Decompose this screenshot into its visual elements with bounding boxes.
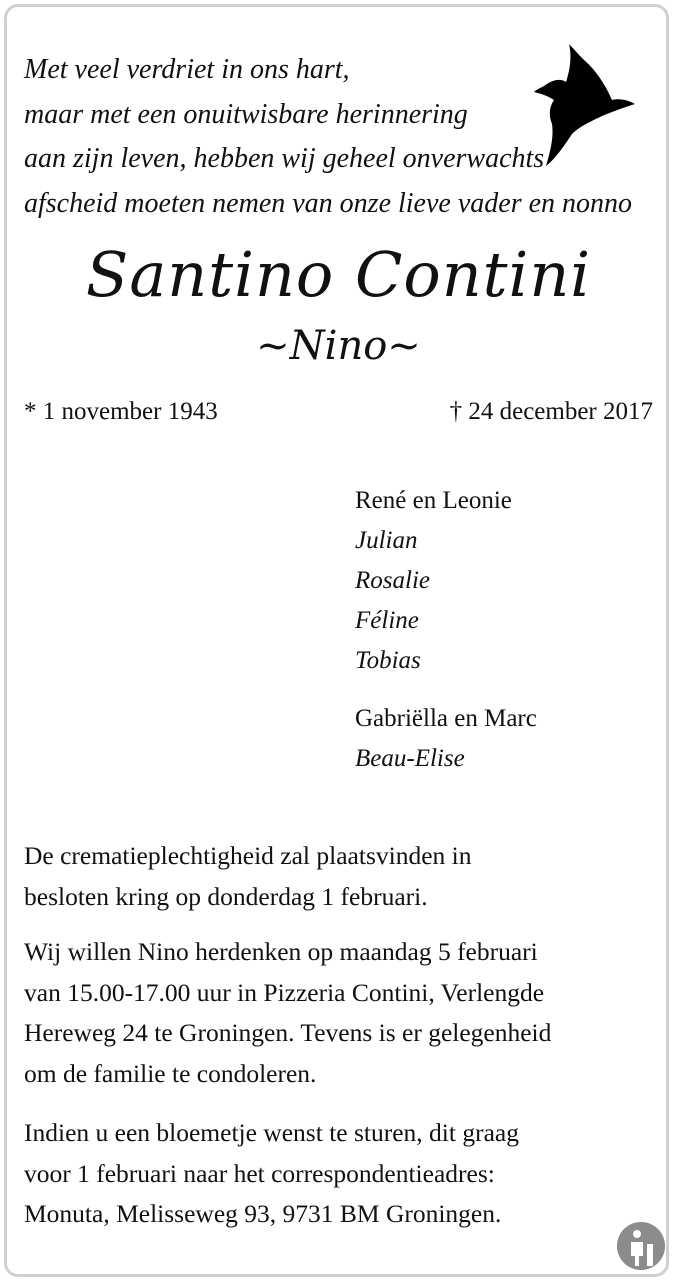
deceased-nickname: ~Nino~ (256, 323, 421, 369)
paragraph-line: om de familie te condoleren. (24, 1058, 317, 1088)
death-date: † 24 december 2017 (449, 398, 653, 425)
paragraph-line: besloten kring op donderdag 1 februari. (24, 881, 428, 911)
memorial-logo-icon (617, 1222, 665, 1270)
flowers-paragraph (24, 1113, 664, 1235)
deceased-name: Santino Contini (85, 238, 592, 311)
family-parents: René en Leonie (355, 487, 512, 514)
intro-line: aan zijn leven, hebben wij geheel onverwachts (24, 143, 545, 174)
paragraph-line: Indien u een bloemetje wenst te sturen, dit graag (24, 1118, 519, 1147)
paragraph-line: Wij willen Nino herdenken op maandag 5 februari (24, 937, 538, 966)
memorial-paragraph (24, 932, 664, 1094)
cremation-paragraph (24, 836, 664, 917)
birth-date: * 1 november 1943 (24, 398, 218, 425)
paragraph-line: Monuta, Melisseweg 93, 9731 BM Groningen. (24, 1199, 502, 1228)
paragraph-line: De crematieplechtigheid zal plaatsvinden in (24, 841, 472, 870)
family-child: Tobias (355, 647, 421, 674)
paragraph-line: voor 1 februari naar het correspondentieadres: (24, 1158, 495, 1188)
family-parents: Gabriëlla en Marc (355, 705, 537, 732)
dove-icon (532, 42, 637, 167)
family-child: Rosalie (355, 567, 430, 594)
intro-line: maar met een onuitwisbare herinnering (24, 98, 468, 130)
intro-line: Met veel verdriet in ons hart, (24, 54, 350, 85)
family-group (355, 699, 537, 779)
intro-line: afscheid moeten nemen van onze lieve vader en nonno (24, 187, 633, 219)
paragraph-line: Hereweg 24 te Groningen. Tevens is er gelegenheid (24, 1018, 552, 1047)
family-child: Julian (355, 527, 418, 554)
paragraph-line: van 15.00-17.00 uur in Pizzeria Contini, Verlengde (24, 977, 545, 1007)
family-child: Féline (355, 607, 419, 634)
family-child: Beau-Elise (355, 745, 465, 772)
family-group (355, 481, 512, 681)
